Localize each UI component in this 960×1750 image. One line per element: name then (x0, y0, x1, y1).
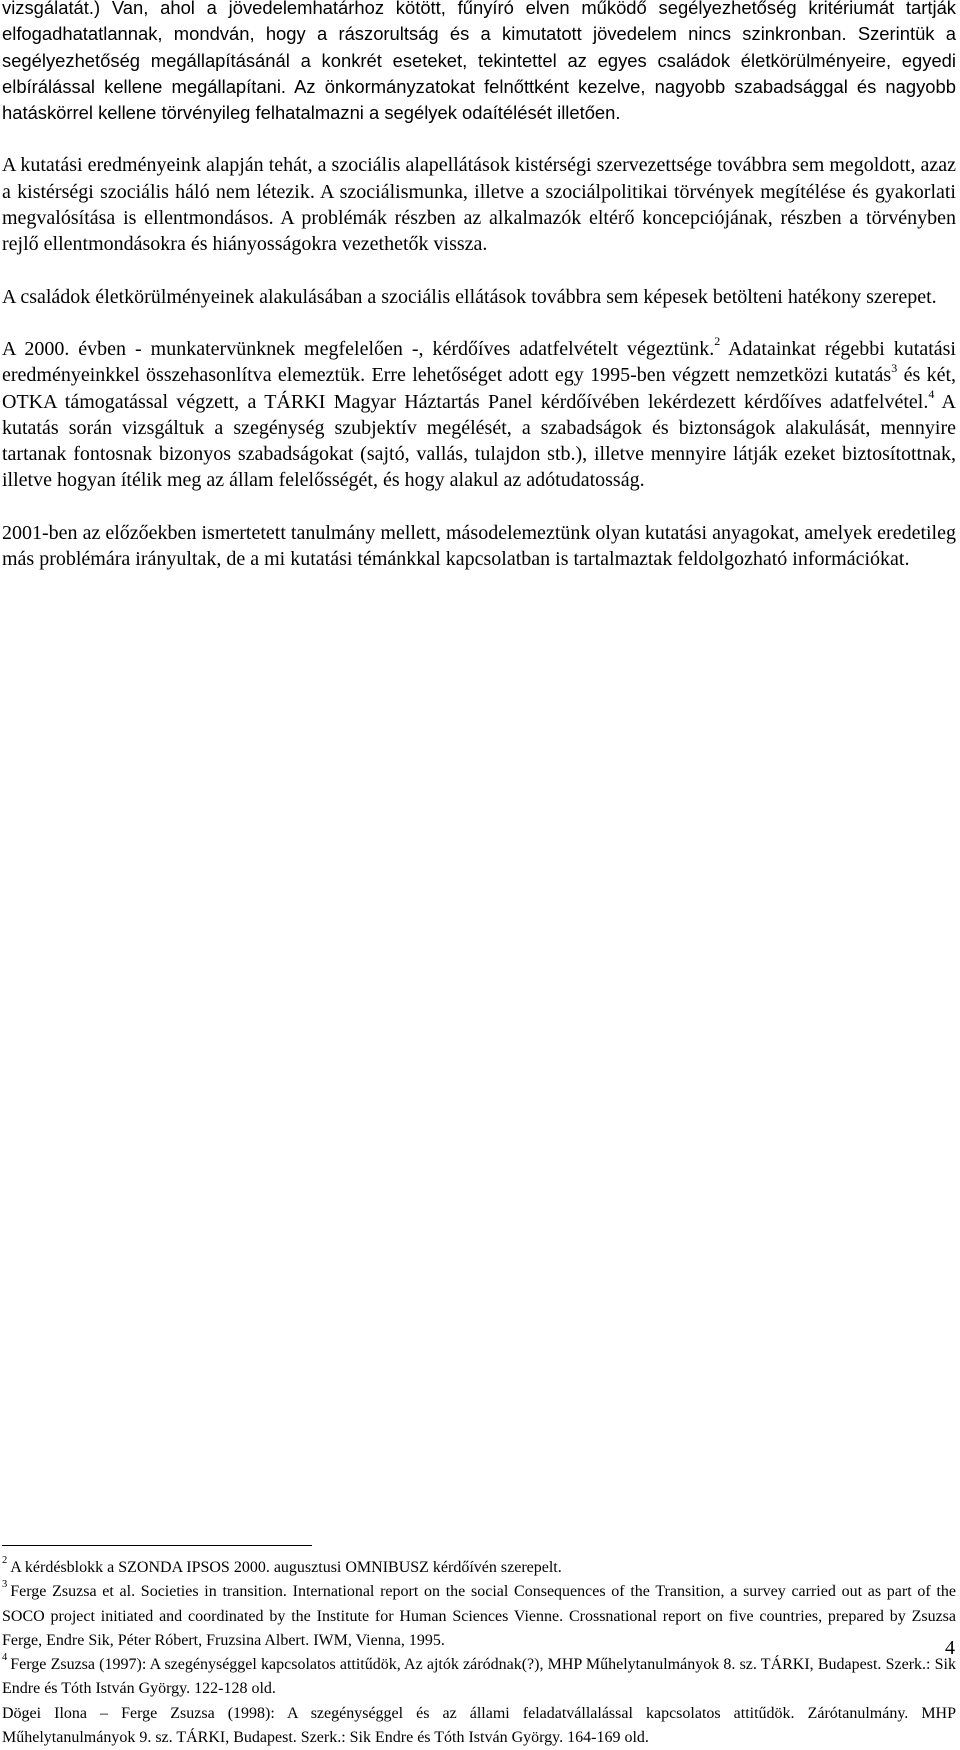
footnote-ref-4[interactable]: 4 (928, 386, 935, 401)
paragraph-4-text-c: és két, OTKA támogatással végzett, a TÁRKI Magyar Háztartás Panel kérdőívében lekérdezett kérdőíves adatfelvétel. (2, 364, 956, 413)
paragraph-5: 2001-ben az előzőekben ismertetett tanulmány mellett, másodelemeztünk olyan kutatási anyagokat, amelyek eredetileg más problémára irányultak, de a mi kutatási témánkkal kapcsolatban is tartalmaztak feldolgozható információkat. (2, 521, 956, 571)
paragraph-1-text-b: Az önkormányzatokat felnőttként kezelve, nagyobb szabadsággal és nagyobb hatáskörrel kellene törvényileg felhatalmazni a segélyek odaítélését illetően. (2, 75, 956, 124)
page-number: 4 (945, 1637, 955, 1659)
paragraph-4 (2, 336, 956, 494)
footnote-4 (2, 1653, 956, 1702)
footnote-text: Dögei Ilona – Ferge Zsuzsa (1998): A szegénységgel és az állami feladatvállalással kapcsolatos attitűdök. Zárótanulmány. MHP Műhelytanulmányok 9. sz. TÁRKI, Budapest. Szerk.: Sik Endre és Tóth István György. 164-169 old. (2, 1704, 956, 1747)
paragraph-4-text-d: A kutatás során vizsgáltuk a szegénység szubjektív megélését, a szabadságok és biztonságok alakulását, mennyire tartanak fontosnak bizonyos szabadságokat (sajtó, vallás, tulajdon stb.), illetve mennyire látják ezeket biztosítottnak, illetve hogyan ítélik meg az állam felelősségét, és hogy alakul az adótudatosság. (2, 390, 957, 492)
paragraph-2: A kutatási eredményeink alapján tehát, a szociális alapellátások kistérségi szervezettsége továbbra sem megoldott, azaz a kistérségi szociális háló nem létezik. A szociálismunka, illetve a szociálpolitikai törvények megítélése és gyakorlati megvalósítása is ellentmondásos. A problémák részben az alkalmazók eltérő koncepciójának, részben a törvényben rejlő ellentmondásokra és hiányosságokra vezethetők vissza. (2, 154, 956, 256)
footnote-text: Ferge Zsuzsa et al. Societies in transition. International report on the social Consequences of the Transition, a survey carried out as part of the SOCO project initiated and coordinated by the Institute for Human Sciences Vienne. Crossnational report on five countries, prepared by Zsuzsa Ferge, Endre Sik, Péter Róbert, Fruzsina Albert. IWM, Vienna, 1995. (2, 1583, 956, 1649)
body-text (2, 0, 956, 598)
footnotes (2, 1556, 956, 1750)
footnote-text: A kérdésblokk a SZONDA IPSOS 2000. augusztusi OMNIBUSZ kérdőívén szerepelt. (10, 1559, 562, 1576)
footnote-ref-2[interactable]: 2 (714, 334, 721, 349)
footnote-4-continued (2, 1702, 956, 1750)
footnote-2 (2, 1556, 956, 1580)
footnote-3 (2, 1580, 956, 1653)
paragraph-1 (2, 0, 956, 126)
paragraph-4-text-b: Adatainkat régebbi kutatási eredményeinkkel összehasonlítva elemeztük. Erre lehetőséget adott egy 1995-ben végzett nemzetközi kutatás (2, 337, 956, 387)
footnote-separator (2, 1545, 312, 1546)
footnote-text: Ferge Zsuzsa (1997): A szegénységgel kapcsolatos attitűdök, Az ajtók záródnak(?), MHP Műhelytanulmányok 8. sz. TÁRKI, Budapest. Szerk.: Sik Endre és Tóth István György. 122-128 old. (2, 1656, 956, 1698)
footnote-number: 2 (2, 1554, 8, 1566)
footnote-ref-3[interactable]: 3 (891, 360, 898, 375)
paragraph-3: A családok életkörülményeinek alakulásában a szociális ellátások továbbra sem képesek betölteni hatékony szerepet. (2, 285, 937, 308)
paragraph-4-text-a: A 2000. évben - munkatervünknek megfelelően -, kérdőíves adatfelvételt végeztünk. (2, 337, 715, 360)
paragraph-1-text-a: vizsgálatát.) Van, ahol a jövedelemhatárhoz kötött, fűnyíró elven működő segélyezhetőség kritériumát tartják elfogadhatatlannak, mondván, hogy a rászorultság és a kimutatott jövedelem nincs szinkronban. Szerintük a segélyezhetőség megállapításánál a konkrét eseteket, tekintettel az egyes családok életkörülményeire, egyedi elbírálással kellene megállapítani. (2, 0, 956, 97)
footnote-number: 3 (2, 1578, 8, 1590)
footnote-number: 4 (2, 1651, 8, 1663)
